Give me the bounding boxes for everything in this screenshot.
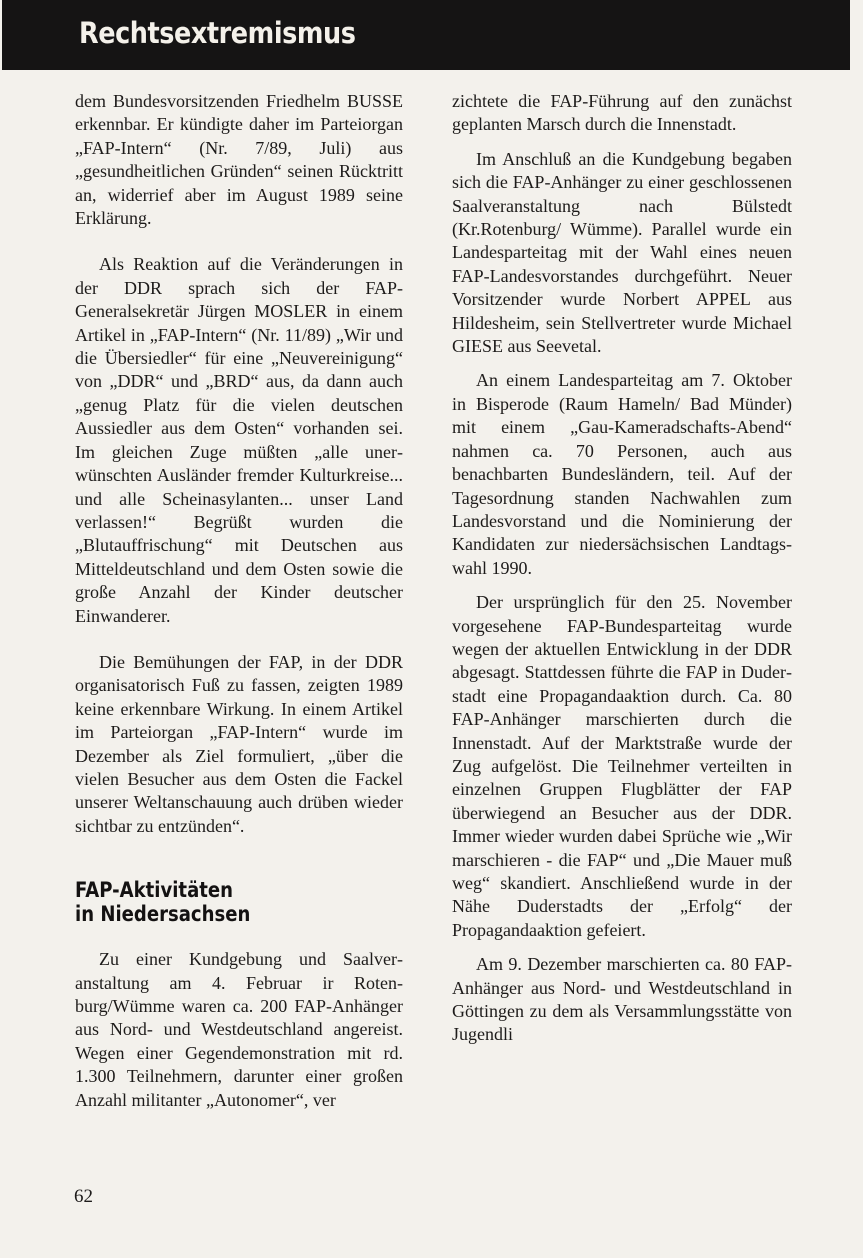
paragraph: Als Reaktion auf die Veränderungen in der DDR sprach sich der FAP-Generalsekretär Jürgen MOSLER in einem Artikel in „FAP-Intern“ (Nr. 11/89) „Wir und die Übersiedler“ für eine „Neuvereinigung“ von „DDR“ und „BRD“ aus, da dann auch „genug Platz für die vielen deutschen Aussiedler aus dem Osten“ vorhanden sei. Im gleichen Zuge müßten „alle unerwünschten Ausländer fremder Kulturkreise... und alle Scheinasylanten... unser Land verlassen!“ Begrüßt wurden die „Blutauffrischung“ mit Deutschen aus Mitteldeutschland und dem Osten sowie die große Anzahl der Kinder deutscher Einwanderer. <box>75 254 403 626</box>
paragraph: Die Bemühungen der FAP, in der DDR organisatorisch Fuß zu fassen, zeigten 1989 keine erkennbare Wirkung. In einem Artikel im Parteiorgan „FAP-Intern“ wurde im Dezember als Ziel formuliert, „über die vielen Besucher aus dem Osten die Fackel unserer Weltanschauung auch drüben wieder sichtbar zu entzünden“. <box>75 651 403 836</box>
page-title: Rechtsextremismus <box>79 16 356 50</box>
left-column <box>75 90 403 1112</box>
paragraph: Im Anschluß an die Kundgebung begaben sich die FAP-Anhänger zu einer geschlossenen Saalveranstaltung nach Bülstedt (Kr.Rotenburg/ Wümme). Parallel wurde ein Landesparteitag mit der Wahl eines neuen FAP-Landesvorstandes durchgeführt. Neuer Vorsitzender wurde Norbert APPEL aus Hildesheim, sein Stellvertreter wurde Michael GIESE aus Seevetal. <box>452 148 792 357</box>
header-bar <box>2 0 850 70</box>
paragraph: Zu einer Kundgebung und Saalveranstaltung am 4. Februar ir Rotenburg/Wümme waren ca. 200 FAP-Anhänger aus Nord- und Westdeutschland angereist. Wegen einer Gegendemonstration mit rd. 1.300 Teilnehmern, darunter einer großen Anzahl militanter „Autonomer“, ver <box>75 949 403 1110</box>
paragraph: Der ursprünglich für den 25. November vorgesehene FAP-Bundesparteitag wurde wegen der aktuellen Entwicklung in der DDR abgesagt. Stattdessen führte die FAP in Duderstadt eine Propagandaaktion durch. Ca. 80 FAP-Anhänger marschierten durch die Innenstadt. Auf der Marktstraße wurde der Zug aufgelöst. Die Teilnehmer verteilten in einzelnen Gruppen Flugblätter der FAP überwiegend an Besucher aus der DDR. Immer wieder wurden dabei Sprüche wie „Wir marschieren - die FAP“ und „Die Mauer muß weg“ skandiert. Anschließend wurde in der Nähe Duderstadts der „Erfolg“ der Propagandaaktion gefeiert. <box>452 592 792 940</box>
paragraph: zichtete die FAP-Führung auf den zunächst geplanten Marsch durch die Innenstadt. <box>452 91 792 135</box>
paragraph: An einem Landesparteitag am 7. Oktober in Bisperode (Raum Hameln/ Bad Münder) mit einem „Gau-Kameradschafts-Abend“ nahmen ca. 70 Personen, auch aus benachbarten Bundesländern, teil. Auf der Tagesordnung standen Nachwahlen zum Landesvorstand und die Nominierung der Kandidaten zur niedersächsischen Landtagswahl 1990. <box>452 370 792 578</box>
section-heading-line: in Niedersachsen <box>75 902 251 927</box>
right-column <box>452 90 792 1047</box>
paragraph: Am 9. Dezember marschierten ca. 80 FAP-Anhänger aus Nord- und Westdeutschland in Göttingen zu dem als Versammlungsstätte von Jugendli <box>452 954 792 1045</box>
section-heading-line: FAP-Aktivitäten <box>75 878 233 903</box>
section-heading <box>75 878 403 926</box>
paragraph: dem Bundesvorsitzenden Friedhelm BUSSE erkennbar. Er kündigte daher im Parteiorgan „FAP-Intern“ (Nr. 7/89, Juli) aus „gesundheitlichen Gründen“ seinen Rücktritt an, widerrief aber im August 1989 seine Erklärung. <box>75 91 403 229</box>
page-number: 62 <box>74 1186 93 1207</box>
